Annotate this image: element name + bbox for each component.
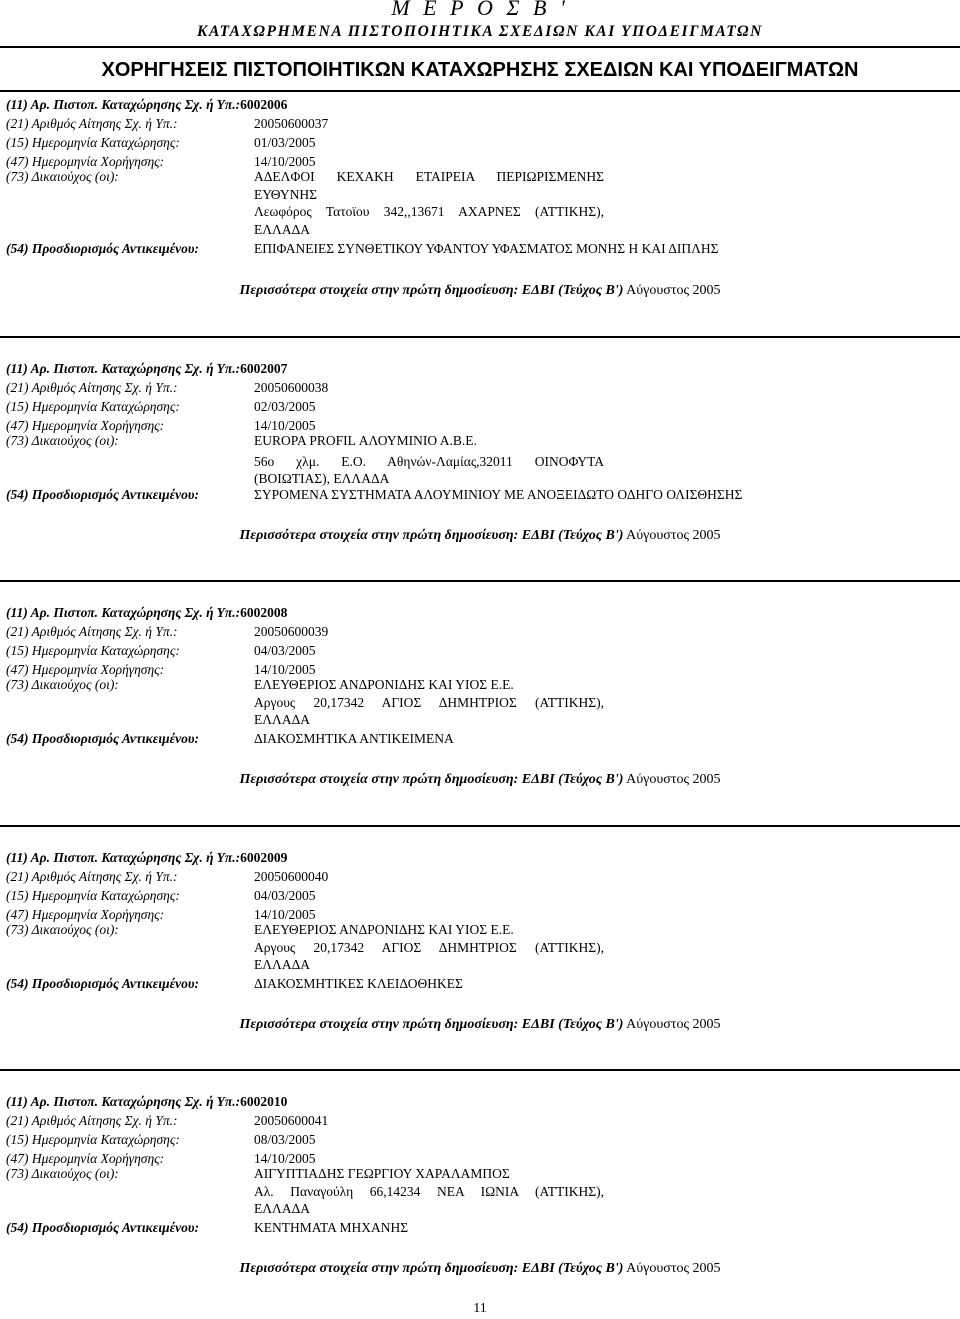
holder-line: ΕΛΛΑΔΑ xyxy=(254,957,311,972)
more-info-text: Περισσότερα στοιχεία στην πρώτη δημοσίευση: ΕΔΒΙ (Τεύχος Β') xyxy=(239,528,624,543)
holders-label: (73) Δικαιούχος (οι): xyxy=(6,922,119,937)
app-no-value: 20050600041 xyxy=(254,1113,329,1128)
section-title: ΧΟΡΗΓΗΣΕΙΣ ΠΙΣΤΟΠΟΙΗΤΙΚΩΝ ΚΑΤΑΧΩΡΗΣΗΣ ΣΧΕΔΙΩΝ ΚΑΙ ΥΠΟΔΕΙΓΜΑΤΩΝ xyxy=(101,59,859,81)
designation-value: ΚΕΝΤΗΜΑΤΑ ΜΗΧΑΝΗΣ xyxy=(254,1220,409,1235)
app-no-label: (21) Αριθμός Αίτησης Σχ. ή Υπ.: xyxy=(6,380,178,395)
holders-block xyxy=(254,168,604,238)
more-info-date: Αύγουστος 2005 xyxy=(626,772,721,787)
reg-no-value: 6002006 xyxy=(240,97,288,112)
app-no-value: 20050600040 xyxy=(254,869,329,884)
more-info-note xyxy=(0,1260,960,1278)
filing-date-value: 08/03/2005 xyxy=(254,1132,316,1147)
app-no-label: (21) Αριθμός Αίτησης Σχ. ή Υπ.: xyxy=(6,1113,178,1128)
holders-block xyxy=(254,676,604,729)
designation-label: (54) Προσδιορισμός Αντικειμένου: xyxy=(6,731,199,746)
holder-line: 56ο χλμ. Ε.Ο. Αθηνών-Λαμίας,32011 ΟΙΝΟΦΥΤΑ xyxy=(254,453,604,469)
holder-line: Αργους 20,17342 ΑΓΙΟΣ ΔΗΜΗΤΡΙΟΣ (ΑΤΤΙΚΗΣ), xyxy=(254,939,604,955)
grant-date-value: 14/10/2005 xyxy=(254,154,316,169)
more-info-note xyxy=(0,282,960,300)
filing-date-label: (15) Ημερομηνία Καταχώρησης: xyxy=(6,135,180,150)
designation-value: ΔΙΑΚΟΣΜΗΤΙΚΑ ΑΝΤΙΚΕΙΜΕΝΑ xyxy=(254,731,454,746)
more-info-date: Αύγουστος 2005 xyxy=(626,1261,721,1276)
grant-date-label: (47) Ημερομηνία Χορήγησης: xyxy=(6,418,165,433)
record-divider xyxy=(0,336,960,338)
grant-date-label: (47) Ημερομηνία Χορήγησης: xyxy=(6,907,165,922)
designation-value: ΣΥΡΟΜΕΝΑ ΣΥΣΤΗΜΑΤΑ ΑΛΟΥΜΙΝΙΟΥ ΜΕ ΑΝΟΞΕΙΔΩΤΟ ΟΔΗΓΟ ΟΛΙΣΘΗΣΗΣ xyxy=(254,487,743,502)
designation-value: ΕΠΙΦΑΝΕΙΕΣ ΣΥΝΘΕΤΙΚΟΥ ΥΦΑΝΤΟΥ ΥΦΑΣΜΑΤΟΣ ΜΟΝΗΣ Η ΚΑΙ ΔΙΠΛΗΣ xyxy=(254,241,719,256)
designation-label: (54) Προσδιορισμός Αντικειμένου: xyxy=(6,241,199,256)
more-info-note xyxy=(0,527,960,545)
holders-label: (73) Δικαιούχος (οι): xyxy=(6,1166,119,1181)
record-divider xyxy=(0,825,960,827)
filing-date-label: (15) Ημερομηνία Καταχώρησης: xyxy=(6,643,180,658)
reg-no-value: 6002009 xyxy=(240,850,288,865)
designation-label: (54) Προσδιορισμός Αντικειμένου: xyxy=(6,976,199,991)
filing-date-value: 01/03/2005 xyxy=(254,135,316,150)
record-divider xyxy=(0,580,960,582)
holders-label: (73) Δικαιούχος (οι): xyxy=(6,433,119,448)
holder-line: ΕΛΛΑΔΑ xyxy=(254,221,311,237)
reg-no-label: (11) Αρ. Πιστοπ. Καταχώρησης Σχ. ή Υπ.: xyxy=(6,605,241,620)
app-no-label: (21) Αριθμός Αίτησης Σχ. ή Υπ.: xyxy=(6,116,178,131)
holder-line: Αργους 20,17342 ΑΓΙΟΣ ΔΗΜΗΤΡΙΟΣ (ΑΤΤΙΚΗΣ), xyxy=(254,694,604,710)
holder-line: ΑΙΓΥΠΤΙΑΔΗΣ ΓΕΩΡΓΙΟΥ ΧΑΡΑΛΑΜΠΟΣ xyxy=(254,1166,510,1181)
header-divider xyxy=(0,46,960,48)
more-info-date: Αύγουστος 2005 xyxy=(626,283,721,298)
reg-no-label: (11) Αρ. Πιστοπ. Καταχώρησης Σχ. ή Υπ.: xyxy=(6,97,241,112)
more-info-text: Περισσότερα στοιχεία στην πρώτη δημοσίευση: ΕΔΒΙ (Τεύχος Β') xyxy=(239,1261,624,1276)
grant-date-value: 14/10/2005 xyxy=(254,907,316,922)
grant-date-label: (47) Ημερομηνία Χορήγησης: xyxy=(6,1151,165,1166)
more-info-note xyxy=(0,1016,960,1034)
holder-line: ΕΛΛΑΔΑ xyxy=(254,712,311,727)
grant-date-label: (47) Ημερομηνία Χορήγησης: xyxy=(6,154,165,169)
holder-line: ΕΛΕΥΘΕΡΙΟΣ ΑΝΔΡΟΝΙΔΗΣ ΚΑΙ ΥΙΟΣ Ε.Ε. xyxy=(254,677,514,692)
record-6002006 xyxy=(0,96,960,306)
holder-line: ΕΛΕΥΘΕΡΙΟΣ ΑΝΔΡΟΝΙΔΗΣ ΚΑΙ ΥΙΟΣ Ε.Ε. xyxy=(254,922,514,937)
filing-date-value: 02/03/2005 xyxy=(254,399,316,414)
filing-date-label: (15) Ημερομηνία Καταχώρησης: xyxy=(6,1132,180,1147)
holders-block xyxy=(254,432,604,488)
more-info-date: Αύγουστος 2005 xyxy=(626,1017,721,1032)
section-divider xyxy=(0,90,960,92)
holders-label: (73) Δικαιούχος (οι): xyxy=(6,677,119,692)
app-no-value: 20050600039 xyxy=(254,624,329,639)
designation-label: (54) Προσδιορισμός Αντικειμένου: xyxy=(6,1220,199,1235)
filing-date-value: 04/03/2005 xyxy=(254,643,316,658)
holder-line: ΑΔΕΛΦΟΙ ΚΕΧΑΚΗ ΕΤΑΙΡΕΙΑ ΠΕΡΙΩΡΙΣΜΕΝΗΣ xyxy=(254,169,604,184)
record-6002009 xyxy=(0,849,960,1059)
holders-label: (73) Δικαιούχος (οι): xyxy=(6,169,119,184)
record-6002008 xyxy=(0,604,960,814)
page-number: 11 xyxy=(473,1301,487,1316)
holders-block xyxy=(254,921,604,974)
filing-date-label: (15) Ημερομηνία Καταχώρησης: xyxy=(6,399,180,414)
reg-no-value: 6002007 xyxy=(240,361,288,376)
reg-no-label: (11) Αρ. Πιστοπ. Καταχώρησης Σχ. ή Υπ.: xyxy=(6,1094,241,1109)
reg-no-row xyxy=(6,96,287,114)
designation-value: ΔΙΑΚΟΣΜΗΤΙΚΕΣ ΚΛΕΙΔΟΘΗΚΕΣ xyxy=(254,976,463,991)
reg-no-value: 6002010 xyxy=(240,1094,288,1109)
holder-line: ΕΛΛΑΔΑ xyxy=(254,1201,311,1216)
app-no-value: 20050600038 xyxy=(254,380,329,395)
record-6002010 xyxy=(0,1093,960,1303)
holder-line: Αλ. Παναγούλη 66,14234 ΝΕΑ ΙΩΝΙΑ (ΑΤΤΙΚΗΣ), xyxy=(254,1183,604,1199)
designation-label: (54) Προσδιορισμός Αντικειμένου: xyxy=(6,487,199,502)
reg-no-label: (11) Αρ. Πιστοπ. Καταχώρησης Σχ. ή Υπ.: xyxy=(6,361,241,376)
more-info-text: Περισσότερα στοιχεία στην πρώτη δημοσίευση: ΕΔΒΙ (Τεύχος Β') xyxy=(239,283,624,298)
part-subtitle: ΚΑΤΑΧΩΡΗΜΕΝΑ ΠΙΣΤΟΠΟΙΗΤΙΚΑ ΣΧΕΔΙΩΝ ΚΑΙ ΥΠΟΔΕΙΓΜΑΤΩΝ xyxy=(197,23,763,40)
grant-date-value: 14/10/2005 xyxy=(254,418,316,433)
app-no-label: (21) Αριθμός Αίτησης Σχ. ή Υπ.: xyxy=(6,869,178,884)
more-info-date: Αύγουστος 2005 xyxy=(626,528,721,543)
app-no-label: (21) Αριθμός Αίτησης Σχ. ή Υπ.: xyxy=(6,624,178,639)
reg-no-value: 6002008 xyxy=(240,605,288,620)
app-no-value: 20050600037 xyxy=(254,116,329,131)
holder-line: (ΒΟΙΩΤΙΑΣ), ΕΛΛΑΔΑ xyxy=(254,471,390,486)
part-heading: Μ Ε Ρ Ο Σ Β ' xyxy=(391,0,569,20)
more-info-text: Περισσότερα στοιχεία στην πρώτη δημοσίευση: ΕΔΒΙ (Τεύχος Β') xyxy=(239,772,624,787)
record-6002007 xyxy=(0,360,960,570)
more-info-text: Περισσότερα στοιχεία στην πρώτη δημοσίευση: ΕΔΒΙ (Τεύχος Β') xyxy=(239,1017,624,1032)
grant-date-label: (47) Ημερομηνία Χορήγησης: xyxy=(6,662,165,677)
filing-date-label: (15) Ημερομηνία Καταχώρησης: xyxy=(6,888,180,903)
reg-no-label: (11) Αρ. Πιστοπ. Καταχώρησης Σχ. ή Υπ.: xyxy=(6,850,241,865)
grant-date-value: 14/10/2005 xyxy=(254,662,316,677)
record-divider xyxy=(0,1069,960,1071)
holder-line: ΕΥΘΥΝΗΣ xyxy=(254,186,317,202)
holder-line: Λεωφόρος Τατοϊου 342,,13671 ΑΧΑΡΝΕΣ (ΑΤΤΙΚΗΣ), xyxy=(254,204,604,219)
holder-line: EUROPA PROFIL ΑΛΟΥΜΙΝΙΟ Α.Β.Ε. xyxy=(254,433,477,448)
holders-block xyxy=(254,1165,604,1218)
filing-date-value: 04/03/2005 xyxy=(254,888,316,903)
grant-date-value: 14/10/2005 xyxy=(254,1151,316,1166)
more-info-note xyxy=(0,771,960,789)
